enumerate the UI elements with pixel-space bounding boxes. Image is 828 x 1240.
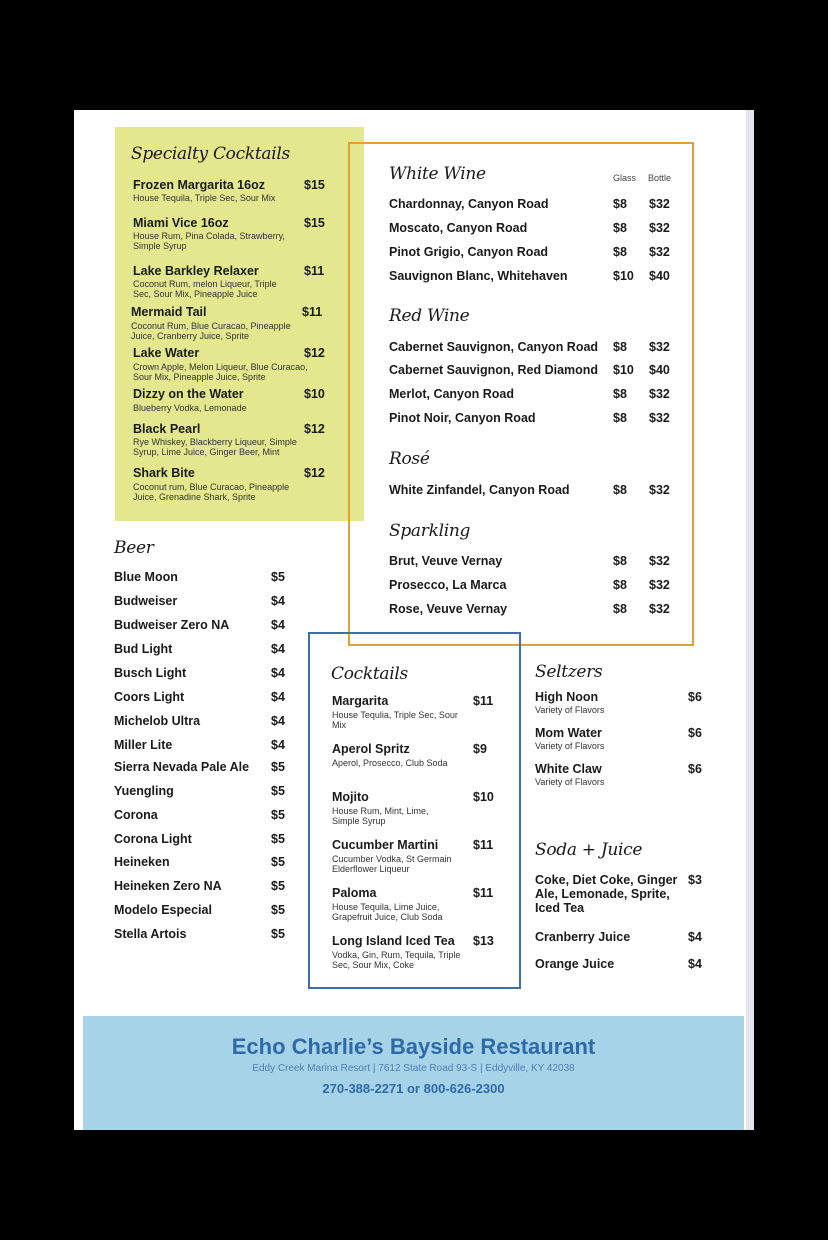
beer-item-name: Michelob Ultra [114,714,201,728]
menu-item-name: Mermaid Tail [131,305,207,319]
menu-item-desc: House Tequila, Triple Sec, Sour Mix [133,193,276,203]
wine-item-name: Pinot Grigio, Canyon Road [389,245,549,259]
cocktail-item-name: Margarita [332,694,389,708]
seltzer-item-name: Mom Water [535,726,602,740]
seltzer-item-desc: Variety of Flavors [535,705,605,715]
cocktail-item-name: Paloma [332,886,377,900]
beer-item-price: $5 [271,855,285,869]
cocktail-item-desc: House Rum, Mint, Lime, Simple Syrup [332,806,429,826]
restaurant-address: Eddy Creek Marina Resort | 7612 State Road 93-S | Eddyville, KY 42038 [252,1063,575,1074]
wine-item-name: White Zinfandel, Canyon Road [389,483,570,497]
menu-item-price: $12 [304,346,325,360]
beer-item-price: $4 [271,666,285,680]
beer-item-price: $5 [271,879,285,893]
menu-item-desc: Coconut rum, Blue Curacao, Pineapple Juice, Grenadine Shark, Sprite [133,482,290,502]
seltzers-title: Seltzers [535,662,603,682]
specialty-title: Specialty Cocktails [131,144,290,164]
wine-section-title: White Wine [389,164,486,184]
wine-item-name: Cabernet Sauvignon, Red Diamond [389,363,599,377]
soda-item-price: $4 [688,930,702,944]
soda-item-name: Coke, Diet Coke, Ginger Ale, Lemonade, Sprite, Iced Tea [535,873,678,915]
soda-juice-title: Soda + Juice [535,840,643,860]
wine-glass-price: $10 [613,363,634,377]
wine-bottle-price: $32 [649,340,670,354]
beer-item-name: Miller Lite [114,738,173,752]
seltzer-item-price: $6 [688,762,702,776]
cocktail-item-desc: Aperol, Prosecco, Club Soda [332,758,448,768]
menu-item-desc: Coconut Rum, melon Liqueur, Triple Sec, Sour Mix, Pineapple Juice [133,279,277,299]
restaurant-footer [83,1016,744,1130]
wine-bottle-price: $40 [649,269,670,283]
cocktail-item-price: $9 [473,742,487,756]
wine-bottle-price: $40 [649,363,670,377]
beer-item-name: Modelo Especial [114,903,212,917]
cocktail-item-name: Aperol Spritz [332,742,410,756]
seltzer-item-price: $6 [688,690,702,704]
wine-section-title: Red Wine [389,306,470,326]
cocktails-title: Cocktails [331,664,408,684]
soda-item-price: $3 [688,873,702,887]
cocktail-item-price: $11 [473,838,494,852]
cocktail-item-desc: Cucumber Vodka, St Germain Elderflower Liqueur [332,854,452,874]
menu-item-desc: Crown Apple, Melon Liqueur, Blue Curacao, Sour Mix, Pineapple Juice, Sprite [133,362,308,382]
beer-item-price: $4 [271,714,285,728]
menu-item-name: Shark Bite [133,466,195,480]
beer-item-price: $5 [271,760,285,774]
wine-section-title: Sparkling [389,521,471,541]
menu-item-price: $12 [304,466,325,480]
wine-bottle-price: $32 [649,245,670,259]
wine-item-name: Brut, Veuve Vernay [389,554,503,568]
wine-item-name: Sauvignon Blanc, Whitehaven [389,269,568,283]
wine-bottle-price: $32 [649,221,670,235]
seltzer-item-desc: Variety of Flavors [535,741,605,751]
wine-glass-price: $8 [613,340,627,354]
menu-item-price: $11 [304,264,325,278]
seltzer-item-name: White Claw [535,762,602,776]
menu-item-desc: Rye Whiskey, Blackberry Liqueur, Simple Syrup, Lime Juice, Ginger Beer, Mint [133,437,297,457]
beer-item-price: $4 [271,642,285,656]
wine-section-title: Rosé [389,449,430,469]
beer-title: Beer [114,538,154,558]
wine-bottle-price: $32 [649,387,670,401]
beer-item-name: Blue Moon [114,570,178,584]
menu-item-price: $12 [304,422,325,436]
wine-glass-price: $8 [613,245,627,259]
wine-glass-price: $8 [613,221,627,235]
wine-item-name: Rose, Veuve Vernay [389,602,508,616]
menu-page [74,110,754,1130]
wine-glass-price: $8 [613,483,627,497]
bottle-label: Bottle [648,173,672,183]
beer-item-name: Busch Light [114,666,187,680]
menu-item-price: $15 [304,178,325,192]
beer-item-name: Budweiser [114,594,178,608]
beer-item-name: Heineken [114,855,170,869]
wine-glass-price: $8 [613,387,627,401]
beer-item-name: Sierra Nevada Pale Ale [114,760,250,774]
restaurant-name: Echo Charlie’s Bayside Restaurant [231,1034,596,1059]
menu-item-name: Lake Barkley Relaxer [133,264,259,278]
seltzer-item-name: High Noon [535,690,599,704]
cocktail-item-desc: Vodka, Gin, Rum, Tequila, Triple Sec, Sour Mix, Coke [332,950,461,970]
wine-glass-price: $10 [613,269,634,283]
menu-item-desc: Coconut Rum, Blue Curacao, Pineapple Juice, Cranberry Juice, Sprite [131,321,291,341]
menu-item-price: $11 [302,305,323,319]
beer-item-price: $4 [271,690,285,704]
menu-item-name: Black Pearl [133,422,201,436]
wine-glass-price: $8 [613,554,627,568]
beer-item-price: $4 [271,594,285,608]
cocktail-item-price: $11 [473,694,494,708]
cocktail-item-price: $11 [473,886,494,900]
wine-item-name: Cabernet Sauvignon, Canyon Road [389,340,599,354]
beer-item-name: Bud Light [114,642,173,656]
cocktail-item-name: Mojito [332,790,369,804]
beer-item-price: $4 [271,738,285,752]
beer-item-name: Budweiser Zero NA [114,618,230,632]
restaurant-phone: 270-388-2271 or 800-626-2300 [322,1081,505,1096]
beer-item-price: $5 [271,903,285,917]
menu-item-desc: Blueberry Vodka, Lemonade [133,403,247,413]
wine-glass-price: $8 [613,411,627,425]
beer-item-name: Corona [114,808,158,822]
wine-glass-price: $8 [613,578,627,592]
menu-item-name: Lake Water [133,346,200,360]
wine-bottle-price: $32 [649,554,670,568]
wine-glass-price: $8 [613,197,627,211]
seltzer-item-price: $6 [688,726,702,740]
menu-item-name: Frozen Margarita 16oz [133,178,265,192]
soda-item-name: Orange Juice [535,957,615,971]
beer-item-price: $5 [271,570,285,584]
menu-item-price: $10 [304,387,325,401]
wine-bottle-price: $32 [649,197,670,211]
beer-item-price: $4 [271,618,285,632]
beer-item-name: Heineken Zero NA [114,879,222,893]
wine-item-name: Pinot Noir, Canyon Road [389,411,536,425]
cocktail-item-name: Long Island Iced Tea [332,934,455,948]
soda-item-name: Cranberry Juice [535,930,631,944]
menu-item-name: Dizzy on the Water [133,387,244,401]
cocktail-item-price: $13 [473,934,494,948]
cocktail-item-name: Cucumber Martini [332,838,439,852]
beer-item-name: Coors Light [114,690,185,704]
beer-item-name: Corona Light [114,832,192,846]
beer-item-price: $5 [271,927,285,941]
wine-item-name: Moscato, Canyon Road [389,221,528,235]
wine-bottle-price: $32 [649,483,670,497]
glass-label: Glass [613,173,637,183]
soda-item-price: $4 [688,957,702,971]
menu-item-price: $15 [304,216,325,230]
wine-glass-price: $8 [613,602,627,616]
beer-item-price: $5 [271,832,285,846]
cocktail-item-desc: House Tequila, Lime Juice, Grapefruit Juice, Club Soda [332,902,443,922]
beer-item-name: Yuengling [114,784,174,798]
wine-bottle-price: $32 [649,411,670,425]
page-edge [746,110,754,1130]
seltzer-item-desc: Variety of Flavors [535,777,605,787]
wine-item-name: Merlot, Canyon Road [389,387,515,401]
beer-item-name: Stella Artois [114,927,187,941]
wine-bottle-price: $32 [649,578,670,592]
beer-item-price: $5 [271,784,285,798]
menu-item-desc: House Rum, Pina Colada, Strawberry, Simple Syrup [133,231,285,251]
wine-bottle-price: $32 [649,602,670,616]
beer-item-price: $5 [271,808,285,822]
menu-item-name: Miami Vice 16oz [133,216,229,230]
wine-item-name: Chardonnay, Canyon Road [389,197,549,211]
cocktail-item-price: $10 [473,790,494,804]
wine-item-name: Prosecco, La Marca [389,578,507,592]
cocktail-item-desc: House Tequlia, Triple Sec, Sour Mix [332,710,458,730]
